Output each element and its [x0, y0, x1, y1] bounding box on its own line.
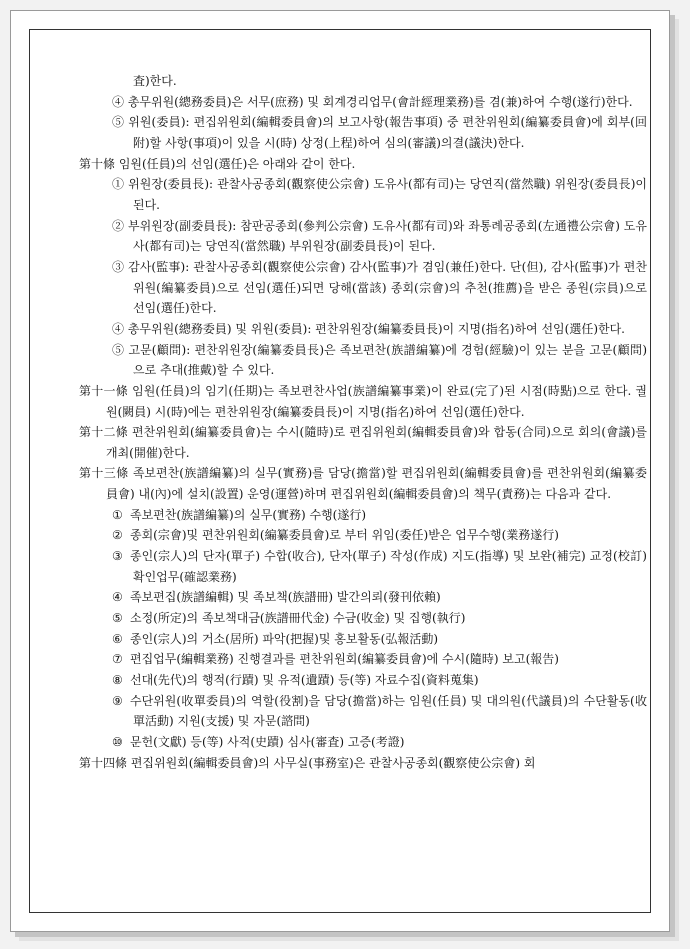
- article-13-item: [79, 587, 647, 608]
- item-number: ⑥: [112, 631, 123, 646]
- item-text: 수단위원(收單委員)의 역할(役割)을 담당(擔當)하는 임원(任員) 및 대의원(代議員)의 수단활동(收單活動) 지원(支援) 및 자문(諮問): [130, 693, 647, 729]
- item-number: ⑦: [112, 652, 123, 667]
- article-11: 第十一條 임원(任員)의 임기(任期)는 족보편찬사업(族譜編纂事業)이 완료(完了)된 시점(時點)으로 한다. 궐원(闕員) 시(時)에는 편찬위원장(編纂委員長)이 지명(指名)하여 선임(選任)한다.: [79, 383, 647, 419]
- item-text: 소정(所定)의 족보책대금(族譜冊代金) 수금(收金) 및 집행(執行): [130, 611, 466, 626]
- article-13-item: [79, 505, 647, 526]
- item-number: ③: [112, 549, 123, 564]
- item-text: 종회(宗會)및 편찬위원회(編纂委員會)로 부터 위임(委任)받은 업무수행(業務遂行): [130, 528, 559, 543]
- article-10: 第十條 임원(任員)의 선임(選任)은 아래와 같이 한다.: [79, 156, 356, 171]
- article-13-item: [79, 649, 647, 670]
- item-number: ⑩: [112, 735, 123, 749]
- item-number: ②: [112, 528, 123, 543]
- article-14: 第十四條 편집위원회(編輯委員會)의 사무실(事務室)은 관찰사공종회(觀察使公宗會) 회: [79, 755, 536, 770]
- article-13-item: [79, 608, 647, 629]
- item-text: 족보편집(族譜編輯) 및 족보책(族譜冊) 발간의뢰(發刊依賴): [130, 590, 441, 605]
- item-number: ⑧: [112, 673, 123, 688]
- article-10-item-3: ③ 감사(監事): 관찰사공종회(觀察使公宗會) 감사(監事)가 겸임(兼任)한다. 단(但), 감사(監事)가 편찬위원(編纂委員)으로 선임(選任)되면 당해(當該) 종회(宗會)의 추천(推薦)을 받은 종원(宗員)으로 선임(選任)한다.: [112, 259, 647, 316]
- article-12: 第十二條 편찬위원회(編纂委員會)는 수시(隨時)로 편집위원회(編輯委員會)와 합동(合同)으로 회의(會議)를 개최(開催)한다.: [79, 425, 647, 460]
- article-13: 第十三條 족보편찬(族譜編纂)의 실무(實務)를 담당(擔當)할 편집위원회(編輯委員會)를 편찬위원회(編纂委員會) 내(內)에 설치(設置) 운영(運營)하며 편집위원회(編輯委員會)의 책무(責務)는 다음과 같다.: [79, 466, 647, 502]
- article-13-item: [79, 629, 647, 650]
- item-number: ④: [112, 590, 123, 605]
- item-text: 편집업무(編輯業務) 진행결과를 편찬위원회(編纂委員會)에 수시(隨時) 보고(報告): [130, 652, 559, 667]
- item-number: ⑨: [112, 693, 123, 708]
- article-13-item: [79, 691, 647, 732]
- document-page: [10, 10, 670, 932]
- item-text: 족보편찬(族譜編纂)의 실무(實務) 수행(遂行): [130, 507, 367, 522]
- article-9-item-4: ④ 총무위원(總務委員)은 서무(庶務) 및 회계경리업무(會計經理業務)를 겸(兼)하여 수행(遂行)한다.: [112, 94, 633, 109]
- document-body: [79, 71, 647, 773]
- article-10-item-2: ② 부위원장(副委員長): 참판공종회(參判公宗會) 도유사(都有司)와 좌통례공종회(左通禮公宗會) 도유사(都有司)는 당연직(當然職) 부위원장(副委員長)이 된다.: [112, 218, 647, 254]
- item-text: 종인(宗人)의 단자(單子) 수합(收合), 단자(單子) 작성(作成) 지도(指導) 및 보완(補完) 교정(校訂) 확인업무(確認業務): [130, 549, 647, 584]
- article-10-item-1: ① 위원장(委員長): 관찰사공종회(觀察使公宗會) 도유사(都有司)는 당연직(當然職) 위원장(委員長)이 된다.: [112, 177, 647, 212]
- article-10-item-4: ④ 총무위원(總務委員) 및 위원(委員): 편찬위원장(編纂委員長)이 지명(指名)하여 선임(選任)한다.: [112, 321, 625, 336]
- article-13-item: [79, 546, 647, 587]
- item-number: ①: [112, 507, 123, 522]
- article-13-item: [79, 525, 647, 546]
- article-9-item-5: ⑤ 위원(委員): 편집위원회(編輯委員會)의 보고사항(報告事項) 중 편찬위원회(編纂委員會)에 회부(回附)할 사항(事項)이 있을 시(時) 상정(上程)하여 심의(審議)의결(議決)한다.: [112, 115, 647, 150]
- item-number: ⑤: [112, 611, 123, 626]
- continued-line: 査)한다.: [133, 74, 177, 88]
- item-text: 종인(宗人)의 거소(居所) 파악(把握)및 홍보활동(弘報活動): [130, 631, 439, 646]
- article-10-item-5: ⑤ 고문(顧問): 편찬위원장(編纂委員長)은 족보편찬(族譜編纂)에 경험(經驗)이 있는 분을 고문(顧問)으로 추대(推戴)할 수 있다.: [112, 342, 647, 378]
- article-13-item: [79, 732, 647, 753]
- article-13-item: [79, 670, 647, 691]
- item-text: 문헌(文獻) 등(等) 사적(史蹟) 심사(審査) 고증(考證): [130, 735, 405, 749]
- item-text: 선대(先代)의 행적(行蹟) 및 유적(遺蹟) 등(等) 자료수집(資料蒐集): [130, 673, 479, 688]
